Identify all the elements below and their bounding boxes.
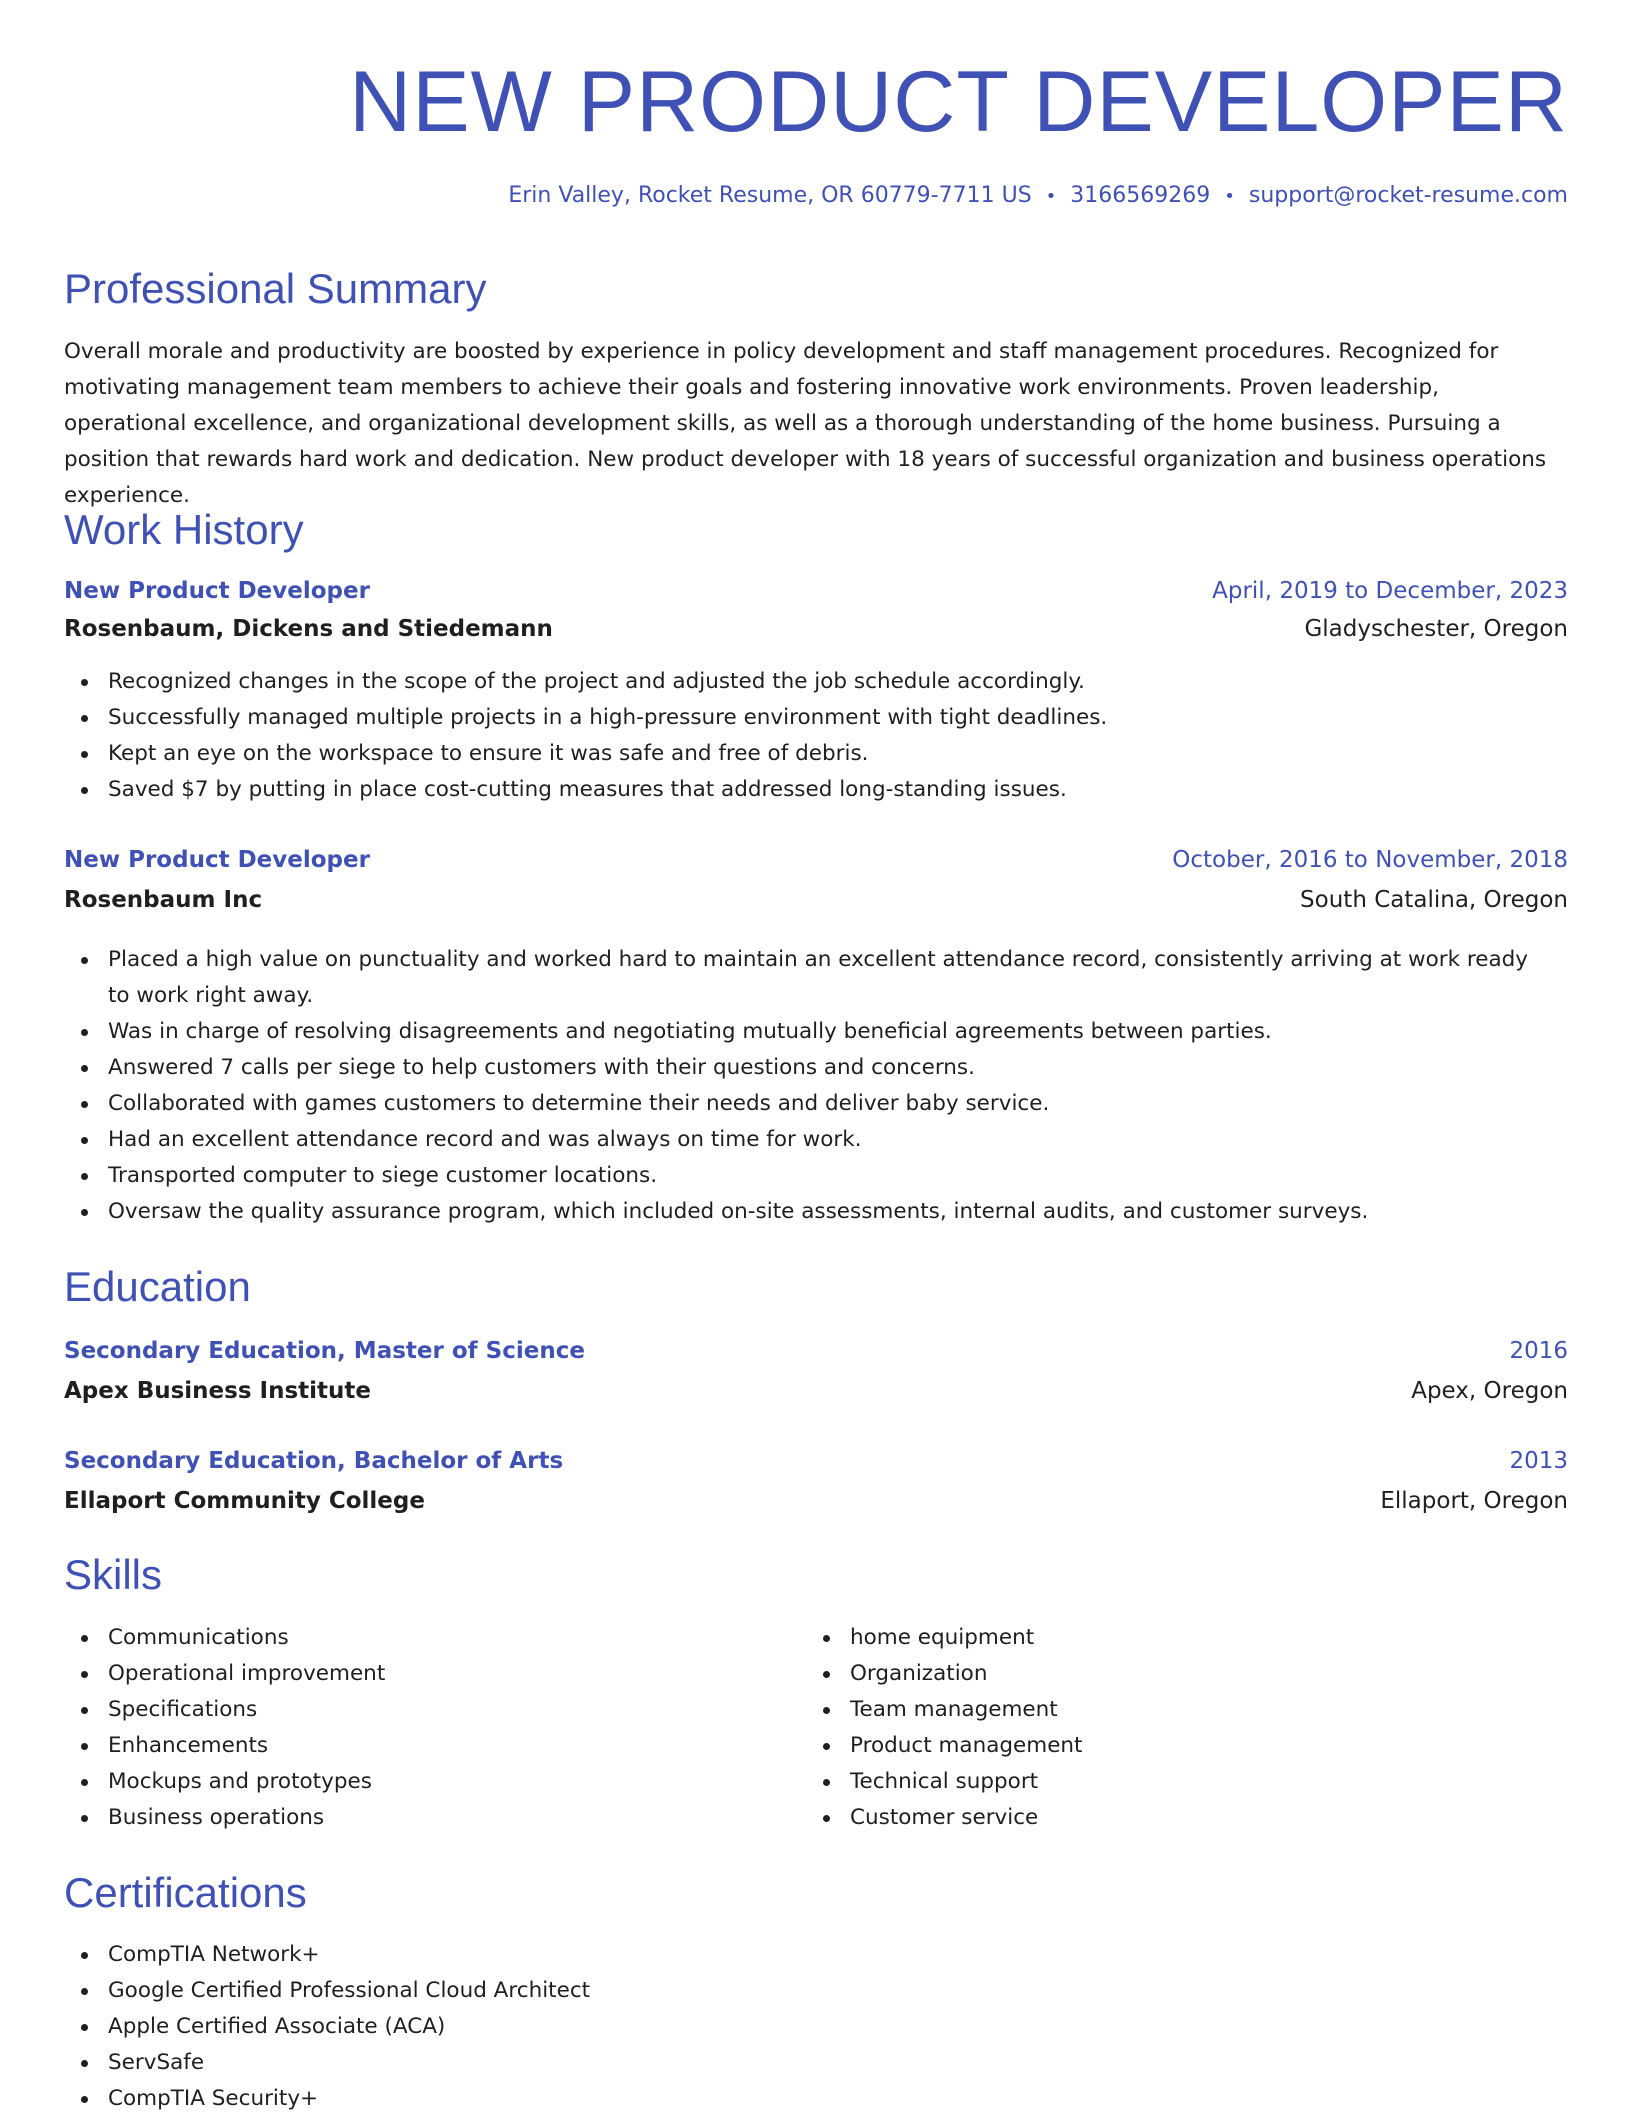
list-item: Apple Certified Associate (ACA) — [64, 2009, 1544, 2045]
list-item: ServSafe — [64, 2045, 1544, 2081]
section-title-certifications: Certifications — [64, 1869, 307, 1916]
skills-list-right — [806, 1620, 1506, 1836]
job-location: Gladyschester, Oregon — [1304, 616, 1568, 642]
job-company-row — [64, 612, 1568, 646]
job-company: Rosenbaum Inc — [64, 887, 263, 913]
education-year: 2016 — [1509, 1338, 1568, 1364]
section-title-education: Education — [64, 1263, 251, 1310]
list-item: CompTIA Security+ — [64, 2081, 1544, 2117]
education-school: Ellaport Community College — [64, 1488, 425, 1514]
list-item: Enhancements — [64, 1728, 764, 1764]
education-school: Apex Business Institute — [64, 1378, 372, 1404]
resume-name: NEW PRODUCT DEVELOPER — [349, 54, 1568, 150]
section-title-work-history: Work History — [64, 506, 304, 553]
education-degree: Secondary Education, Bachelor of Arts — [64, 1448, 564, 1474]
list-item: Placed a high value on punctuality and worked hard to maintain an excellent attendance record, consistently arriving at work ready to work right away. — [64, 942, 1544, 1014]
certifications-list — [64, 1937, 1544, 2117]
education-header — [64, 1334, 1568, 1368]
contact-address: Erin Valley, Rocket Resume, OR 60779-7711 US — [508, 183, 1032, 208]
list-item: Communications — [64, 1620, 764, 1656]
job-dates: October, 2016 to November, 2018 — [1172, 847, 1568, 873]
list-item: Answered 7 calls per siege to help customers with their questions and concerns. — [64, 1050, 1544, 1086]
list-item: Saved $7 by putting in place cost-cutting measures that addressed long-standing issues. — [64, 772, 1544, 808]
education-school-row — [64, 1484, 1568, 1518]
job-bullets — [64, 942, 1544, 1230]
list-item: Team management — [806, 1692, 1506, 1728]
list-item: Collaborated with games customers to determine their needs and deliver baby service. — [64, 1086, 1544, 1122]
section-title-skills: Skills — [64, 1551, 163, 1598]
list-item: Customer service — [806, 1800, 1506, 1836]
job-header — [64, 843, 1568, 877]
contact-separator: • — [1045, 186, 1057, 207]
list-item: Operational improvement — [64, 1656, 764, 1692]
list-item: Oversaw the quality assurance program, which included on-site assessments, internal audits, and customer surveys. — [64, 1194, 1544, 1230]
job-company: Rosenbaum, Dickens and Stiedemann — [64, 616, 553, 642]
list-item: Successfully managed multiple projects in a high-pressure environment with tight deadlines. — [64, 700, 1544, 736]
job-title: New Product Developer — [64, 847, 370, 873]
contact-phone: 3166569269 — [1070, 183, 1211, 208]
contact-separator: • — [1224, 186, 1235, 207]
summary-text: Overall morale and productivity are boosted by experience in policy development and staff management procedures. Recognized for motivating management team members to achieve their goals and fostering innovative work environments. Proven leadership, operational excellence, and organizational development skills, as well as a thorough understanding of the home business. Pursuing a position that rewards hard work and dedication. New product developer with 18 years of successful organization and business operations experience. — [64, 339, 1547, 508]
list-item: Recognized changes in the scope of the project and adjusted the job schedule accordingly. — [64, 664, 1544, 700]
list-item: CompTIA Network+ — [64, 1937, 1544, 1973]
list-item: Was in charge of resolving disagreements and negotiating mutually beneficial agreements between parties. — [64, 1014, 1544, 1050]
education-year: 2013 — [1509, 1448, 1568, 1474]
list-item: Product management — [806, 1728, 1506, 1764]
list-item: Technical support — [806, 1764, 1506, 1800]
job-location: South Catalina, Oregon — [1300, 887, 1568, 913]
contact-line — [508, 180, 1568, 213]
list-item: Organization — [806, 1656, 1506, 1692]
skills-list-left — [64, 1620, 764, 1836]
education-header — [64, 1444, 1568, 1478]
contact-email[interactable]: support@rocket-resume.com — [1248, 183, 1568, 208]
education-degree: Secondary Education, Master of Science — [64, 1338, 585, 1364]
job-dates: April, 2019 to December, 2023 — [1212, 578, 1568, 604]
list-item: home equipment — [806, 1620, 1506, 1656]
list-item: Had an excellent attendance record and was always on time for work. — [64, 1122, 1544, 1158]
job-header — [64, 574, 1568, 608]
education-location: Apex, Oregon — [1411, 1378, 1568, 1404]
list-item: Specifications — [64, 1692, 764, 1728]
education-location: Ellaport, Oregon — [1380, 1488, 1568, 1514]
list-item: Mockups and prototypes — [64, 1764, 764, 1800]
job-company-row — [64, 883, 1568, 917]
list-item: Business operations — [64, 1800, 764, 1836]
list-item: Transported computer to siege customer locations. — [64, 1158, 1544, 1194]
education-school-row — [64, 1374, 1568, 1408]
job-title: New Product Developer — [64, 578, 370, 604]
list-item: Kept an eye on the workspace to ensure it was safe and free of debris. — [64, 736, 1544, 772]
section-title-summary: Professional Summary — [64, 265, 487, 312]
job-bullets — [64, 664, 1544, 808]
list-item: Google Certified Professional Cloud Architect — [64, 1973, 1544, 2009]
